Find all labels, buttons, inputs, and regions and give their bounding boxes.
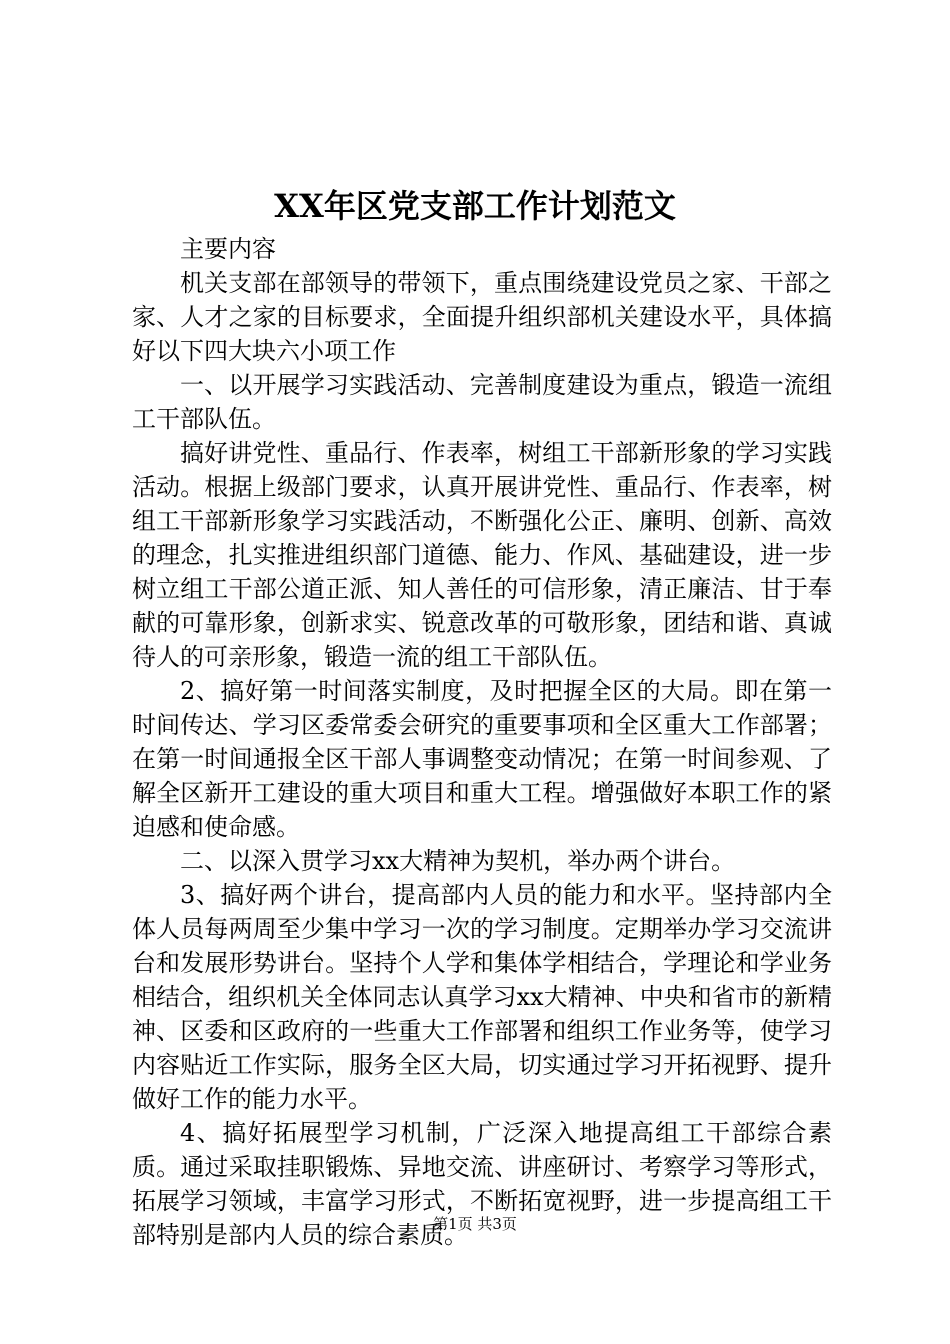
- paragraph-section-2: 二、以深入贯学习xx大精神为契机，举办两个讲台。: [180, 847, 736, 875]
- paragraph-section-1: 一、以开展学习实践活动、完善制度建设为重点，锻造一流组工干部队伍。: [132, 371, 832, 433]
- paragraph-item-2: 2、搞好第一时间落实制度，及时把握全区的大局。即在第一时间传达、学习区委常委会研究的重要事项和全区重大工作部署；在第一时间通报全区干部人事调整变动情况；在第一时间参观、了解全区新开工建设的重大项目和重大工程。增强做好本职工作的紧迫感和使命感。: [132, 677, 832, 841]
- paragraph-item-4: 4、搞好拓展型学习机制，广泛深入地提高组工干部综合素质。通过采取挂职锻炼、异地交流、讲座研讨、考察学习等形式，拓展学习领域，丰富学习形式，不断拓宽视野，进一步提高组工干部特别是部内人员的综合素质。: [132, 1119, 832, 1249]
- paragraph-heading-summary: 主要内容: [180, 235, 276, 263]
- page-footer: 第1页 共3页: [433, 1215, 517, 1233]
- paragraph-item-3: 3、搞好两个讲台，提高部内人员的能力和水平。坚持部内全体人员每两周至少集中学习一次的学习制度。定期举办学习交流讲台和发展形势讲台。坚持个人学和集体学相结合，学理论和学业务相结合，组织机关全体同志认真学习xx大精神、中央和省市的新精神、区委和区政府的一些重大工作部署和组织工作业务等，使学习内容贴近工作实际，服务全区大局，切实通过学习开拓视野、提升做好工作的能力水平。: [132, 881, 832, 1113]
- document-title: XX年区党支部工作计划范文: [274, 187, 676, 225]
- paragraph-intro: 机关支部在部领导的带领下，重点围绕建设党员之家、干部之家、人才之家的目标要求，全面提升组织部机关建设水平，具体搞好以下四大块六小项工作: [132, 269, 832, 365]
- paragraph-item-1: 搞好讲党性、重品行、作表率，树组工干部新形象的学习实践活动。根据上级部门要求，认真开展讲党性、重品行、作表率，树组工干部新形象学习实践活动，不断强化公正、廉明、创新、高效的理念，扎实推进组织部门道德、能力、作风、基础建设，进一步树立组工干部公道正派、知人善任的可信形象，清正廉洁、甘于奉献的可靠形象，创新求实、锐意改革的可敬形象，团结和谐、真诚待人的可亲形象，锻造一流的组工干部队伍。: [132, 439, 832, 671]
- document-body: [132, 232, 832, 1252]
